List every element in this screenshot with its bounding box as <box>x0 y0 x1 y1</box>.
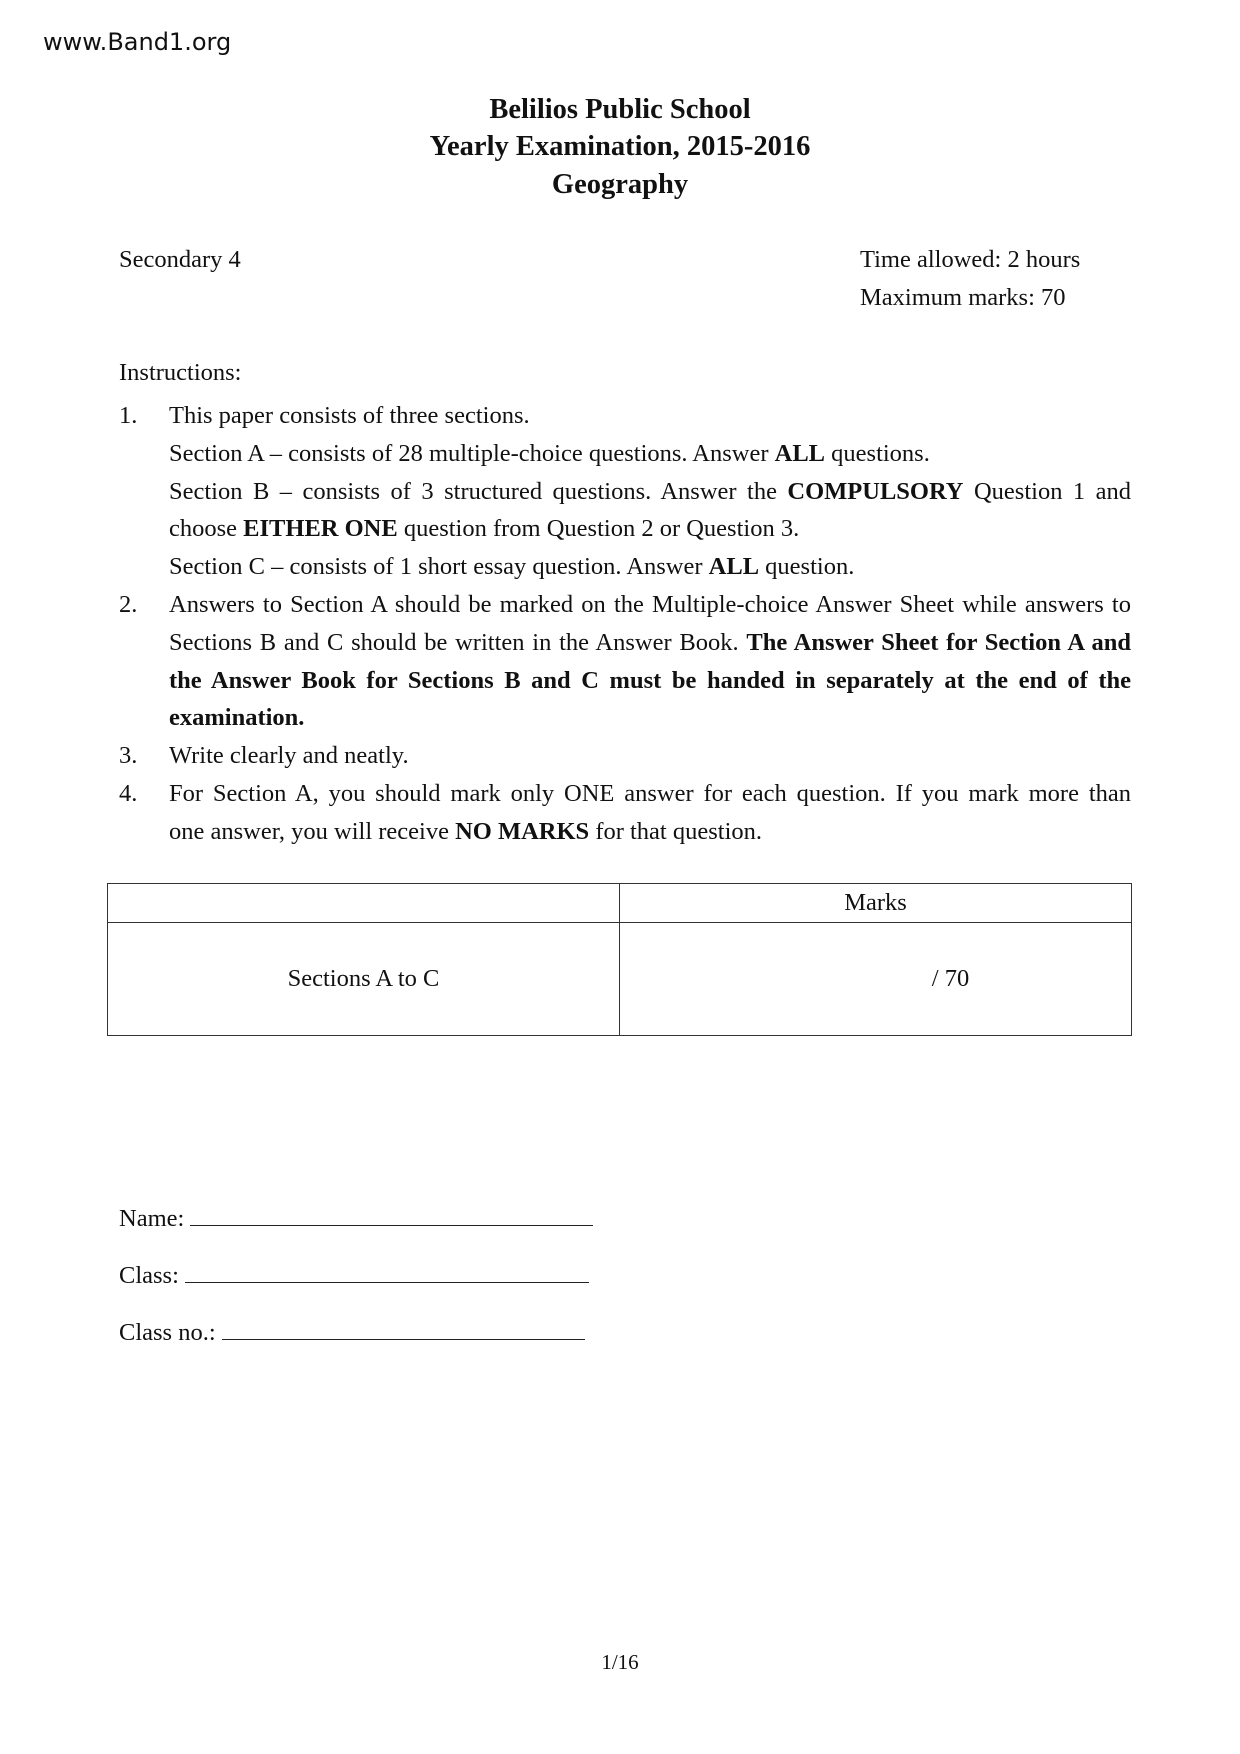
emphasis: ALL <box>708 553 760 581</box>
emphasis: COMPULSORY <box>787 477 964 505</box>
emphasis: ALL <box>774 439 826 467</box>
class-no-input-line[interactable] <box>222 1317 585 1340</box>
instructions-heading: Instructions: <box>119 359 242 386</box>
text: for that question. <box>589 817 763 845</box>
text: questions. <box>825 439 930 467</box>
instruction-item-3 <box>119 737 1131 775</box>
instruction-text <box>169 624 1131 662</box>
section-b-line <box>169 473 1131 511</box>
score-total: / 70 <box>931 965 970 992</box>
page-number: 1/16 <box>601 1650 639 1674</box>
website-watermark: www.Band1.org <box>43 28 232 56</box>
name-input-line[interactable] <box>190 1203 593 1226</box>
subject-title: Geography <box>551 169 689 200</box>
instruction-item-4 <box>119 775 1131 851</box>
instruction-item-1 <box>119 397 1131 586</box>
sections-cell: Sections A to C <box>108 923 620 1036</box>
instruction-text: Answers to Section A should be marked on the Multiple-choice Answer Sheet while answers to <box>169 590 1131 618</box>
section-c-line <box>169 548 1131 586</box>
section-a-line <box>169 435 1131 473</box>
text: Question 1 and <box>963 477 1132 505</box>
table-row <box>108 923 1132 1036</box>
text: Section B – consists of 3 structured questions. Answer the <box>169 477 788 505</box>
instruction-emphasis: examination. <box>169 704 305 732</box>
item-number: 1. <box>119 402 138 429</box>
text: one answer, you will receive <box>169 817 456 845</box>
emphasis: EITHER ONE <box>243 515 398 543</box>
time-allowed: Time allowed: 2 hours <box>860 246 1081 273</box>
exam-title: Yearly Examination, 2015-2016 <box>429 131 811 162</box>
text: Section A – consists of 28 multiple-choice questions. Answer <box>169 439 775 467</box>
marks-table <box>107 883 1132 1036</box>
text: Section C – consists of 1 short essay question. Answer <box>169 553 709 581</box>
header-cell-empty <box>108 884 620 923</box>
header-cell-marks: Marks <box>620 884 1132 923</box>
emphasis: NO MARKS <box>455 817 590 845</box>
instruction-item-2 <box>119 586 1131 737</box>
item-number: 4. <box>119 779 138 807</box>
level-label: Secondary 4 <box>119 246 241 273</box>
class-input-line[interactable] <box>185 1260 589 1283</box>
instructions-list <box>119 397 1131 851</box>
instruction-emphasis: the Answer Book for Sections B and C must be handed in separately at the end of the <box>169 666 1131 694</box>
emphasis: The Answer Sheet for Section A and <box>746 628 1131 656</box>
score-cell <box>620 923 1132 1036</box>
item-number: 3. <box>119 742 138 770</box>
text: Sections B and C should be written in the Answer Book. <box>169 628 747 656</box>
instruction-text <box>169 813 1131 851</box>
text: choose <box>169 515 244 543</box>
class-label: Class: <box>119 1262 179 1289</box>
name-label: Name: <box>119 1205 185 1232</box>
class-no-label: Class no.: <box>119 1319 216 1346</box>
instruction-text: For Section A, you should mark only ONE answer for each question. If you mark more than <box>169 779 1131 807</box>
school-name: Belilios Public School <box>489 94 751 125</box>
item-number: 2. <box>119 590 138 618</box>
marks-table-header <box>108 884 1132 923</box>
instruction-text: Write clearly and neatly. <box>169 742 409 770</box>
name-field <box>119 1203 593 1233</box>
text: question from Question 2 or Question 3. <box>397 515 800 543</box>
text: question. <box>759 553 855 581</box>
class-no-field <box>119 1317 585 1347</box>
class-field <box>119 1260 589 1290</box>
section-b-line-2 <box>169 510 1131 548</box>
instruction-text: This paper consists of three sections. <box>169 402 530 429</box>
maximum-marks: Maximum marks: 70 <box>860 284 1066 311</box>
